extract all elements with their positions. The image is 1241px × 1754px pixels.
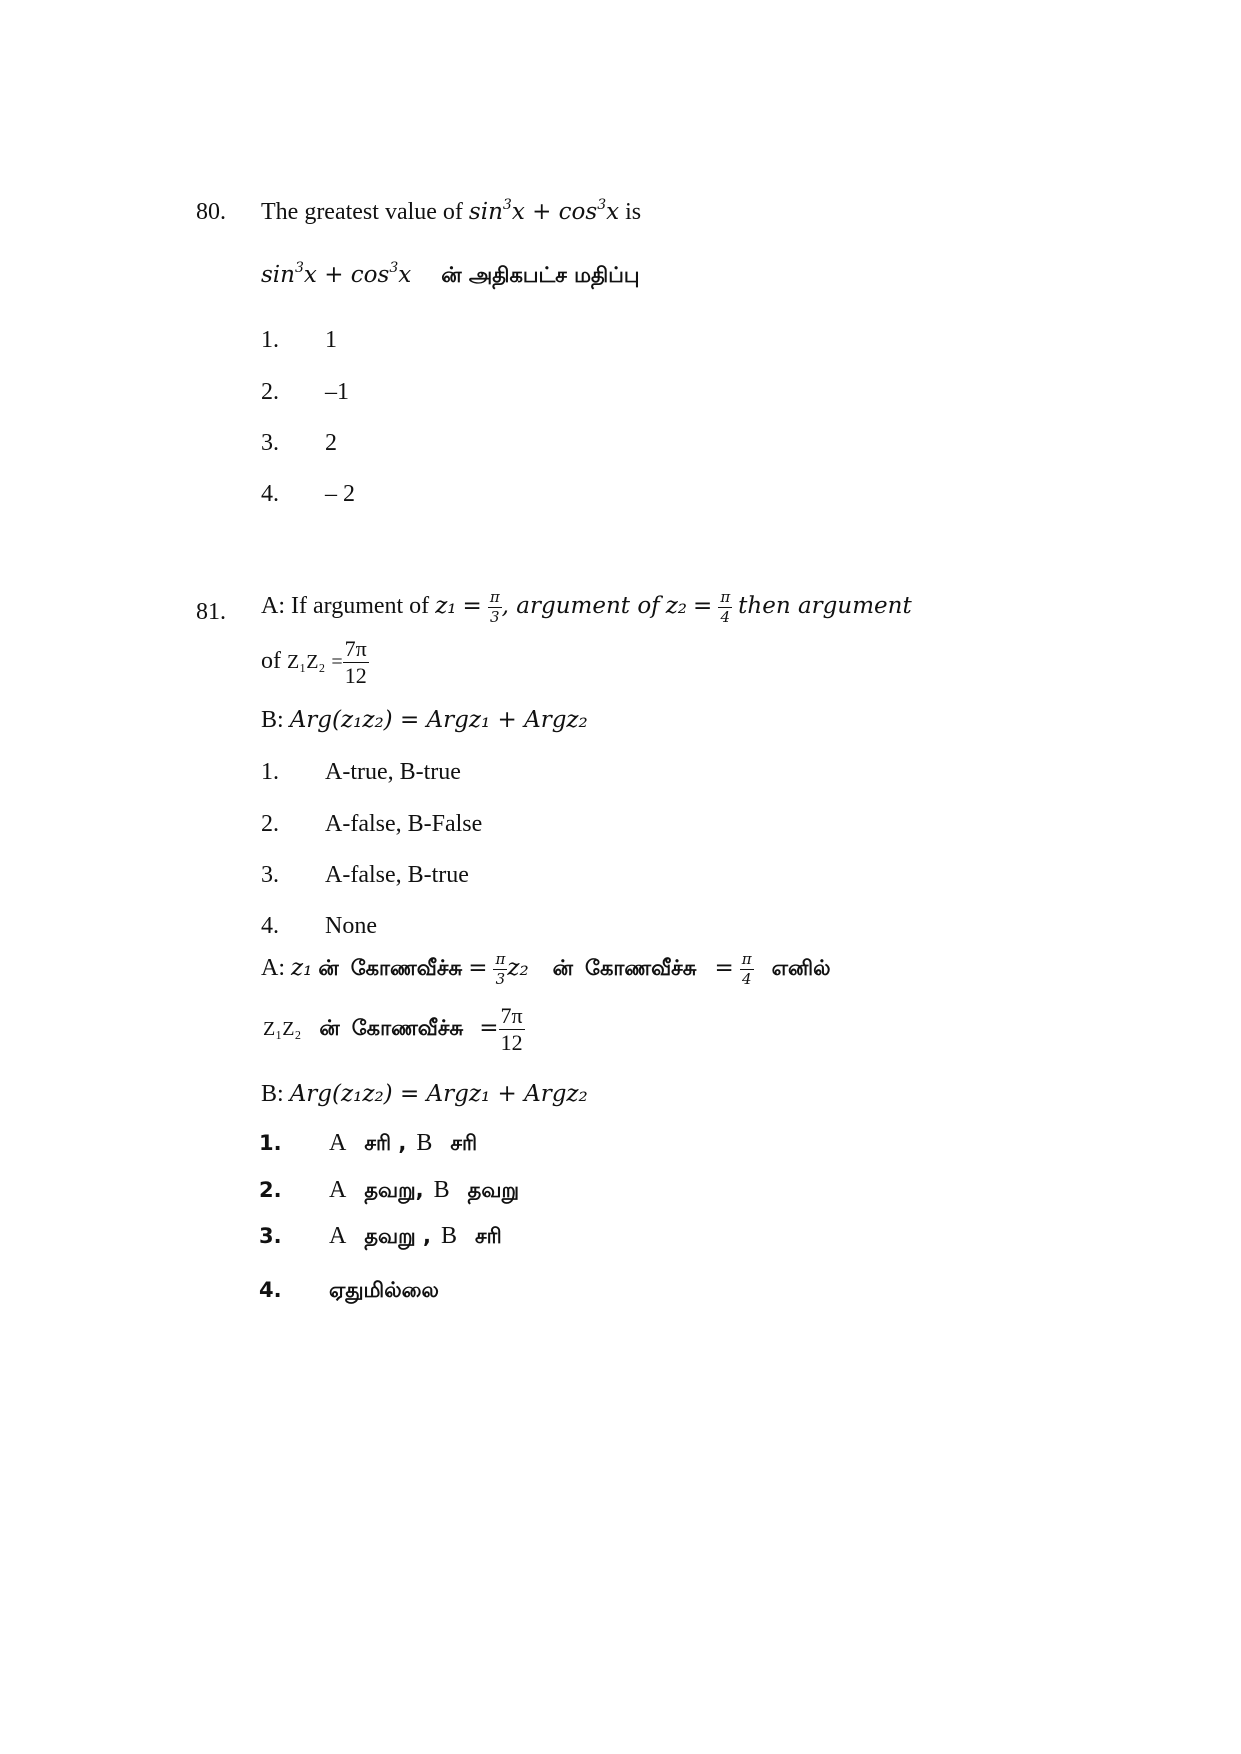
question-81-number: 81. xyxy=(196,599,226,625)
option-b-word: சரி xyxy=(474,1224,502,1248)
q81-option-4: None xyxy=(325,913,377,939)
option-a-word: சரி , xyxy=(364,1131,407,1155)
of-text: of xyxy=(261,648,281,675)
q81-option-3-number: 3. xyxy=(261,862,279,888)
stem-tamil-text: ன் அதிகபட்ச மதிப்பு xyxy=(441,263,640,287)
q80-option-2: –1 xyxy=(325,379,349,405)
option-a-word: தவறு , xyxy=(364,1224,431,1248)
stem-text: The greatest value of xyxy=(261,199,463,225)
option-text: ஏதுமில்லை xyxy=(329,1278,439,1302)
q80-option-3: 2 xyxy=(325,430,337,456)
option-number: 4. xyxy=(259,1278,282,1302)
fraction-denominator: 4 xyxy=(720,608,731,626)
q80-option-2-number: 2. xyxy=(261,379,279,405)
option-b-letter: B xyxy=(440,1223,457,1249)
option-number: 3. xyxy=(259,1224,282,1248)
tamil-if-text: எனில் xyxy=(771,956,831,981)
q80-option-3-number: 3. xyxy=(261,430,279,456)
z1-symbol: z₁ xyxy=(435,593,457,620)
fraction-denominator: 3 xyxy=(489,608,500,626)
fraction-numerator: π xyxy=(489,588,500,606)
fraction-denominator: 3 xyxy=(495,970,506,988)
option-b-word: சரி xyxy=(450,1131,478,1155)
q81-option-1-number: 1. xyxy=(261,759,279,785)
pi-over-4-fraction xyxy=(718,590,732,625)
fraction-numerator: π xyxy=(495,950,506,968)
fraction-numerator: 7π xyxy=(344,636,367,661)
statement-b-english xyxy=(261,706,588,734)
z1z2-symbol: Z₁Z₂ xyxy=(263,1018,302,1041)
statement-b-label: B: xyxy=(261,1081,284,1107)
stem-expression: $\sin^3x + \cos^3x$ xyxy=(261,260,412,288)
option-b-letter: B xyxy=(433,1177,450,1203)
statement-a-english-line-2 xyxy=(261,638,369,687)
fraction-denominator: 12 xyxy=(344,663,367,688)
z2-symbol: z₂ xyxy=(665,593,688,620)
equals-sign: = xyxy=(462,593,482,620)
z1z2-symbol: Z₁Z₂ xyxy=(287,651,326,674)
tamil-n-text: ன் xyxy=(318,956,339,981)
option-number: 2. xyxy=(259,1178,282,1202)
q80-option-4: – 2 xyxy=(325,481,355,507)
equals-sign: = xyxy=(479,1015,499,1042)
pi-over-3-fraction xyxy=(493,952,507,987)
q81-tamil-option-3 xyxy=(259,1222,502,1251)
q81-option-2-number: 2. xyxy=(261,811,279,837)
q81-option-1: A-true, B-true xyxy=(325,759,461,785)
tamil-argument-text: கோணவீச்சு xyxy=(585,956,697,981)
q81-option-2: A-false, B-False xyxy=(325,811,483,837)
statement-a-prefix: A: If argument of xyxy=(261,593,430,620)
argument-of-text: , argument of xyxy=(501,593,660,620)
statement-a-label: A: xyxy=(261,955,285,982)
question-80-number: 80. xyxy=(196,199,226,225)
question-80-stem-english xyxy=(261,198,641,226)
equals-sign: = xyxy=(468,955,488,982)
statement-b-label: B: xyxy=(261,707,284,733)
fraction-denominator: 4 xyxy=(741,970,752,988)
then-argument-text: then argument xyxy=(738,593,912,620)
statement-b-expression: Arg(z₁z₂) = Argz₁ + Argz₂ xyxy=(289,1081,588,1107)
q81-option-4-number: 4. xyxy=(261,913,279,939)
tamil-argument-text: கோணவீச்சு xyxy=(350,956,463,981)
seven-pi-over-12-fraction xyxy=(499,1005,525,1054)
q81-option-3: A-false, B-true xyxy=(325,862,469,888)
equals-sign: = xyxy=(693,593,713,620)
z2-symbol: z₂ xyxy=(507,955,529,982)
fraction-numerator: π xyxy=(720,588,731,606)
tamil-n-text: ன் xyxy=(552,956,574,981)
pi-over-4-fraction xyxy=(740,952,754,987)
q81-tamil-option-4 xyxy=(259,1278,439,1305)
z1-symbol: z₁ xyxy=(291,955,313,982)
equals-sign: = xyxy=(331,651,343,674)
q80-option-1-number: 1. xyxy=(261,327,279,353)
option-a-letter: A xyxy=(329,1130,347,1156)
option-b-letter: B xyxy=(416,1130,433,1156)
fraction-numerator: 7π xyxy=(500,1003,523,1028)
option-number: 1. xyxy=(259,1131,282,1155)
fraction-numerator: π xyxy=(741,950,752,968)
tamil-n-text: ன் xyxy=(319,1016,340,1041)
option-b-word: தவறு xyxy=(467,1178,520,1202)
fraction-denominator: 12 xyxy=(500,1030,523,1055)
option-a-letter: A xyxy=(329,1223,347,1249)
q80-option-1: 1 xyxy=(325,327,337,353)
option-a-word: தவறு, xyxy=(364,1178,424,1202)
stem-tail: is xyxy=(625,199,642,225)
seven-pi-over-12-fraction xyxy=(343,638,369,687)
tamil-argument-text: கோணவீச்சு xyxy=(351,1016,464,1041)
statement-b-expression: Arg(z₁z₂) = Argz₁ + Argz₂ xyxy=(289,707,588,733)
statement-a-tamil xyxy=(261,952,831,987)
statement-a-tamil-line-2 xyxy=(263,1005,525,1054)
q80-option-4-number: 4. xyxy=(261,481,279,507)
equals-sign: = xyxy=(714,955,734,982)
option-a-letter: A xyxy=(329,1177,347,1203)
statement-a-english xyxy=(261,590,912,625)
q81-tamil-option-2 xyxy=(259,1176,519,1205)
statement-b-tamil xyxy=(261,1080,588,1108)
pi-over-3-fraction xyxy=(488,590,502,625)
q81-tamil-option-1 xyxy=(259,1129,477,1158)
stem-expression: $\sin^3x + \cos^3x$ xyxy=(468,197,620,225)
question-80-stem-tamil xyxy=(261,262,640,290)
